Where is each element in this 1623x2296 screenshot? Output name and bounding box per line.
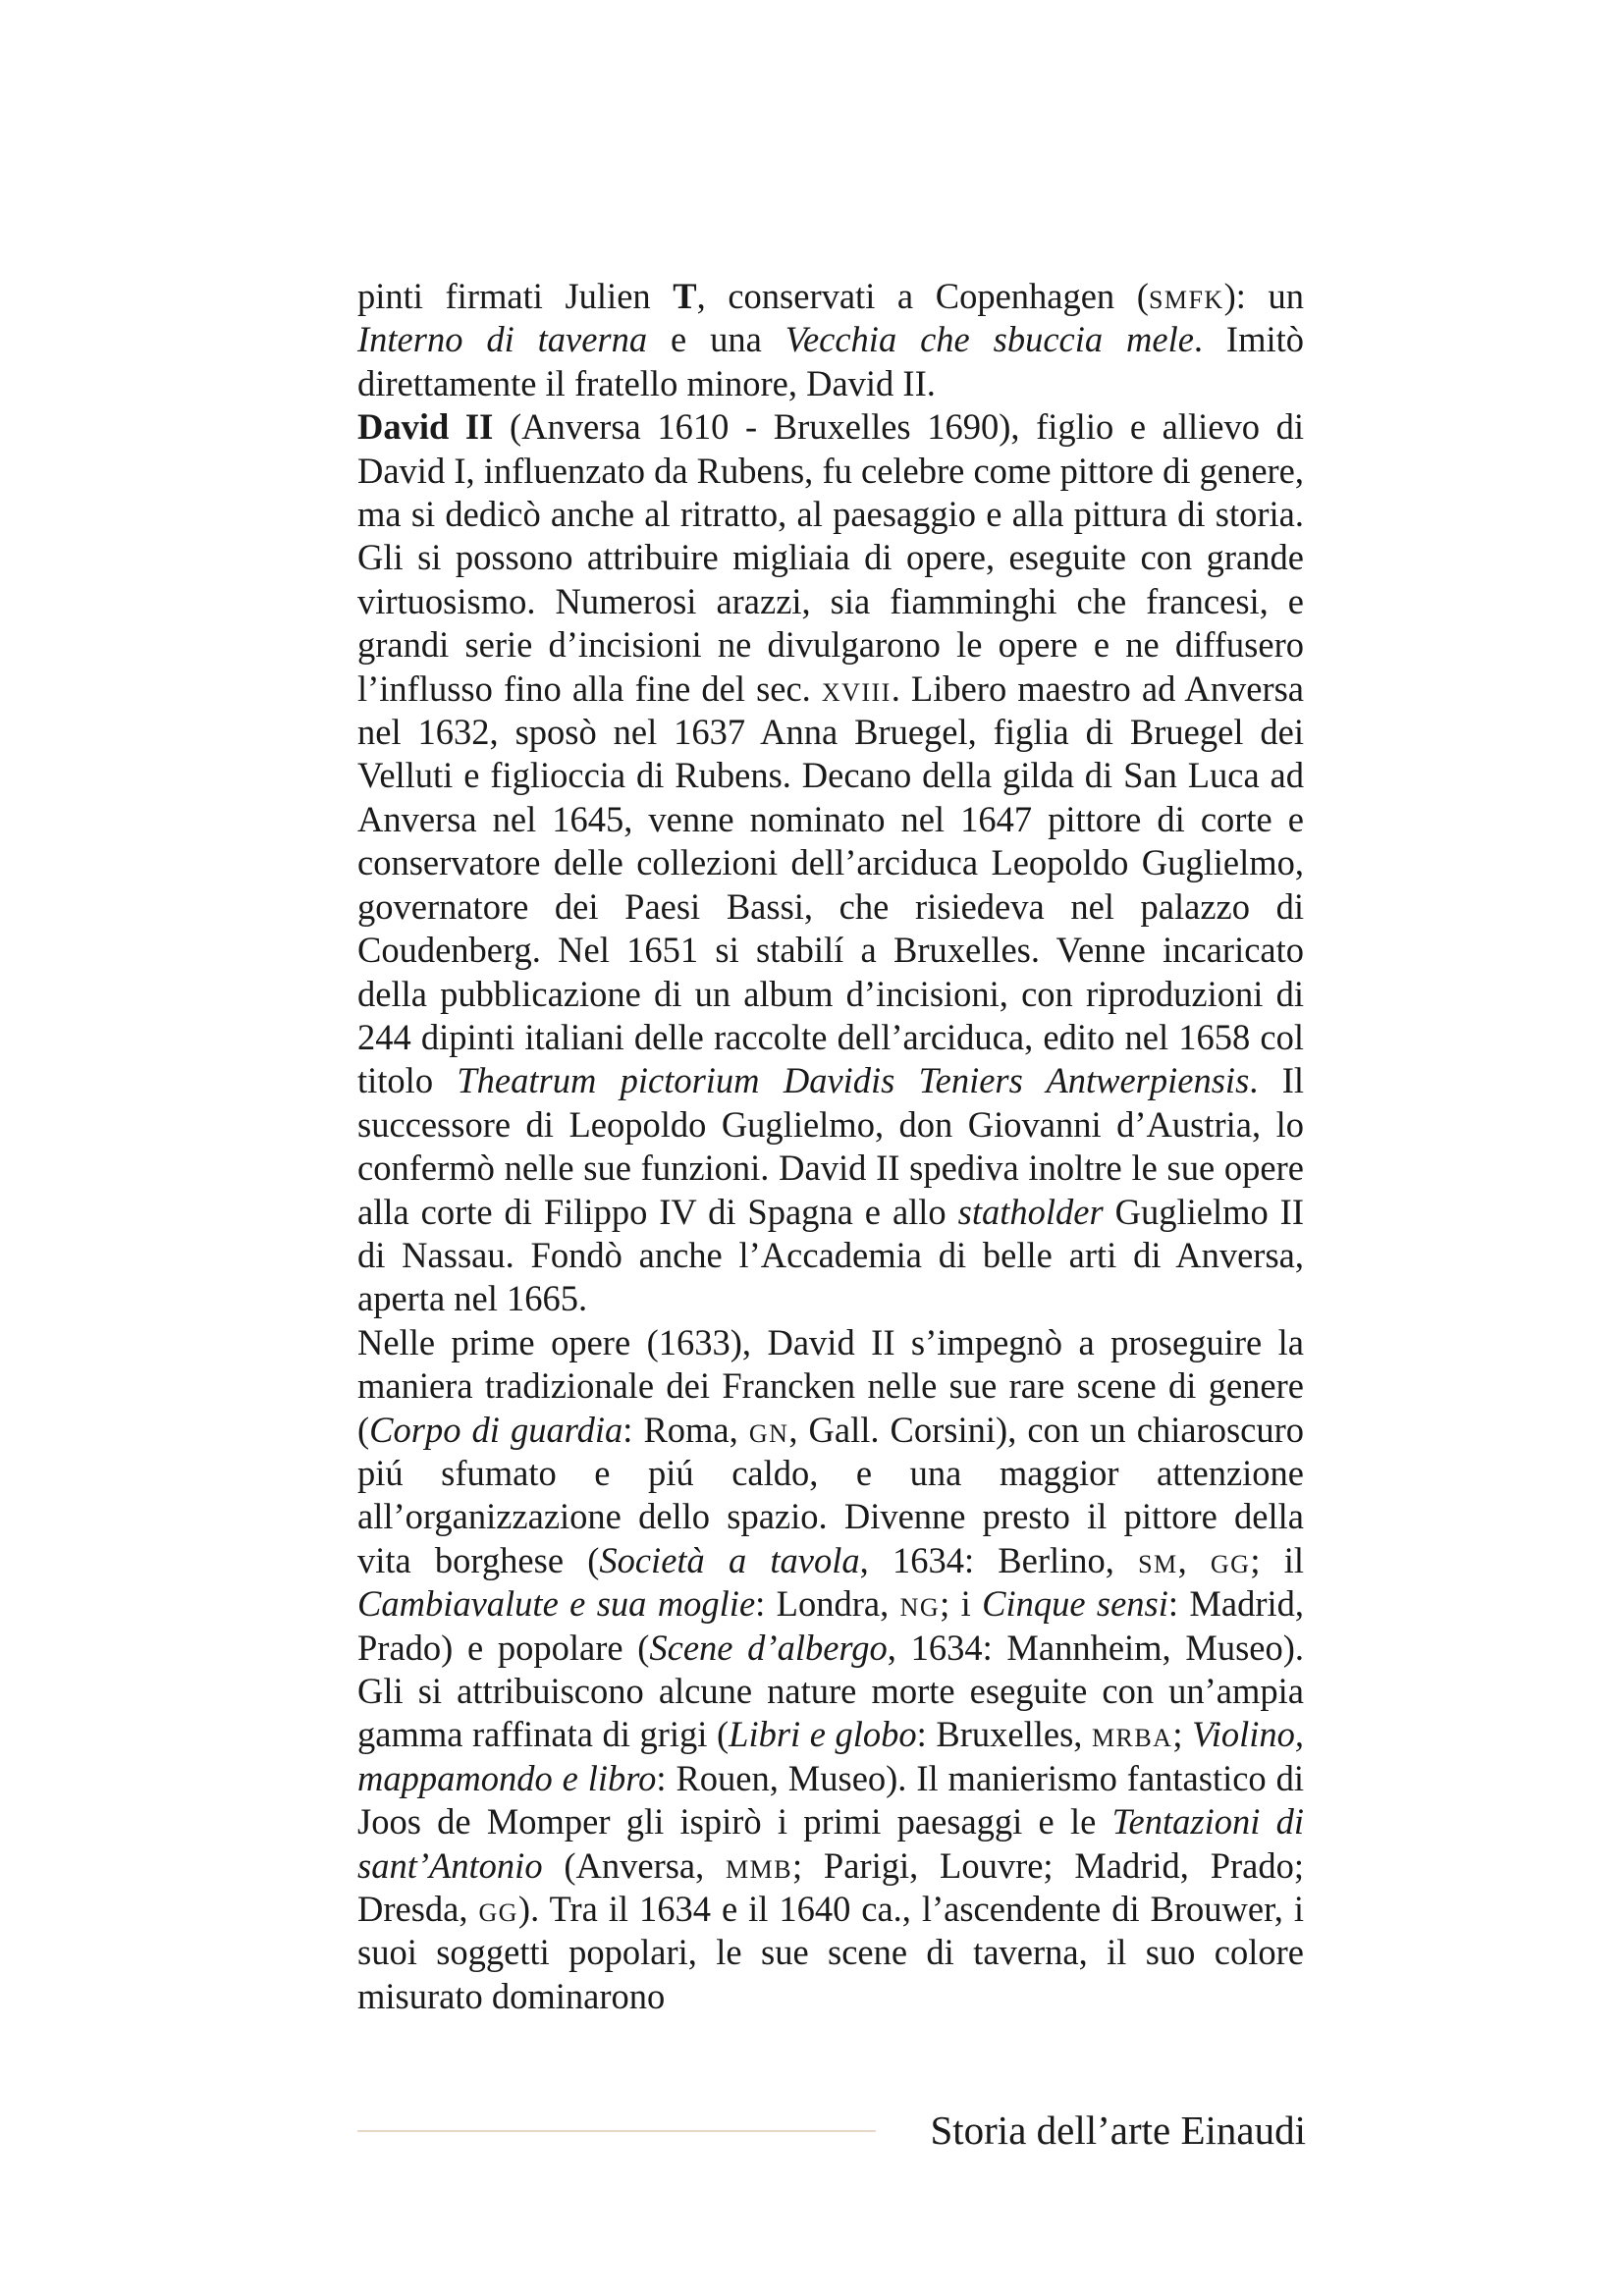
text-run: ). Tra il 1634 e il 1640 ca., l’ascendente di Brouwer, i suoi soggetti popolari, le sue scene di taverna, il suo colore misurato dominarono (357, 1889, 1304, 2016)
text-run: ): un (1223, 276, 1305, 316)
text-run: , 1634: Berlino, (859, 1539, 1139, 1580)
text-run: , 1634: Mannheim, Museo). Gli si attribuiscono alcune nature morte eseguite con un’ampia gamma raffinata di grigi ( (357, 1627, 1304, 1755)
text-run: , conservati a Copenhagen ( (696, 276, 1149, 316)
italic-title: Theatrum pictorium Davidis Teniers Antwerpiensis (457, 1060, 1250, 1101)
abbreviation: smfk (1148, 276, 1224, 316)
italic-title: Cinque sensi (982, 1583, 1168, 1625)
paragraph (357, 1321, 1304, 2019)
italic-title: Violino, mappamondo e libro (357, 1714, 1304, 1798)
text-run: ; Parigi, Louvre; Madrid, Prado; Dresda, (357, 1844, 1304, 1930)
text-run: : Madrid, Prado) e popolare ( (357, 1583, 1304, 1668)
text-run: Guglielmo II di Nassau. Fondò anche l’Accademia di belle arti di Anversa, aperta nel 1665. (357, 1191, 1304, 1319)
text-run: . Il successore di Leopoldo Guglielmo, don Giovanni d’Austria, lo confermò nelle sue funzioni. David II spediva inoltre le sue opere alla corte di Filippo IV di Spagna e allo (357, 1060, 1304, 1232)
abbreviation: gg (1210, 1539, 1251, 1580)
footer-rule (357, 2130, 876, 2132)
italic-title: Società a tavola (599, 1539, 860, 1580)
bold-text: David II (357, 406, 494, 448)
text-run: (Anversa, (542, 1844, 727, 1886)
text-run: Nelle prime opere (1633), David II s’impegnò a proseguire la maniera tradizionale dei Francken nelle sue rare scene di genere ( (357, 1321, 1304, 1450)
abbreviation: mmb (726, 1844, 793, 1886)
italic-title: Interno di taverna (357, 319, 648, 360)
abbreviation: mrba (1091, 1714, 1173, 1755)
abbreviation: gn (748, 1409, 789, 1450)
italic-title: statholder (957, 1191, 1104, 1232)
text-run: ; (1172, 1714, 1193, 1755)
text-run: pinti firmati Julien (357, 276, 674, 316)
page-footer (357, 2101, 1306, 2160)
text-run: ; i (940, 1583, 983, 1625)
paragraph (357, 405, 1304, 1321)
text-run: : Roma, (622, 1409, 749, 1450)
page-body (357, 275, 1304, 2018)
text-run: : Bruxelles, (916, 1714, 1092, 1755)
text-run: ; il (1250, 1539, 1304, 1580)
italic-title: Cambiavalute e sua moglie (357, 1583, 756, 1625)
paragraph (357, 275, 1304, 405)
text-run: . Libero maestro ad Anversa nel 1632, sposò nel 1637 Anna Bruegel, figlia di Bruegel dei Velluti e figlioccia di Rubens. Decano della gilda di San Luca ad Anversa nel 1645, venne nominato nel 1647 pittore di corte e conservatore delle collezioni dell’arciduca Leopoldo Guglielmo, governatore dei Paesi Bassi, che risiedeva nel palazzo di Coudenberg. Nel 1651 si stabilí a Bruxelles. Venne incaricato della pubblicazione di un album d’incisioni, con riproduzioni di 244 dipinti italiani delle raccolte dell’arciduca, edito nel 1658 col titolo (357, 667, 1305, 1101)
italic-title: Tentazioni di sant’Antonio (357, 1801, 1304, 1886)
text-run: (Anversa 1610 - Bruxelles 1690), figlio e allievo di David I, influenzato da Rubens, fu celebre come pittore di genere, ma si dedicò anche al ritratto, al paesaggio e alla pittura di storia. Gli si possono attribuire migliaia di opere, eseguite con grande virtuosismo. Numerosi arazzi, sia fiamminghi che francesi, e grandi serie d’incisioni ne divulgarono le opere e ne diffusero l’influsso fino alla fine del sec. (357, 406, 1304, 709)
italic-title: Libri e globo (729, 1714, 917, 1755)
text-run: , (1177, 1539, 1211, 1580)
italic-title: Corpo di guardia (369, 1409, 623, 1450)
abbreviation: sm (1138, 1539, 1178, 1580)
italic-title: Scene d’albergo (649, 1627, 888, 1668)
abbreviation: ng (899, 1583, 941, 1625)
bold-text: T (673, 276, 697, 316)
text-run: e una (647, 319, 785, 360)
text-run: , Gall. Corsini), con un chiaroscuro piú sfumato e piú caldo, e una maggior attenzione all’organizzazione dello spazio. Divenne presto il pittore della vita borghese ( (357, 1409, 1304, 1580)
text-run: : Rouen, Museo). Il manierismo fantastico di Joos de Momper gli ispirò i primi paesaggi e le (357, 1757, 1304, 1842)
abbreviation: gg (478, 1889, 518, 1930)
text-run: . Imitò direttamente il fratello minore, David II. (357, 319, 1305, 403)
italic-title: Vecchia che sbuccia mele (784, 319, 1194, 360)
text-run: : Londra, (755, 1583, 900, 1625)
abbreviation: xviii (821, 667, 892, 709)
footer-title: Storia dell’arte Einaudi (930, 2108, 1306, 2153)
